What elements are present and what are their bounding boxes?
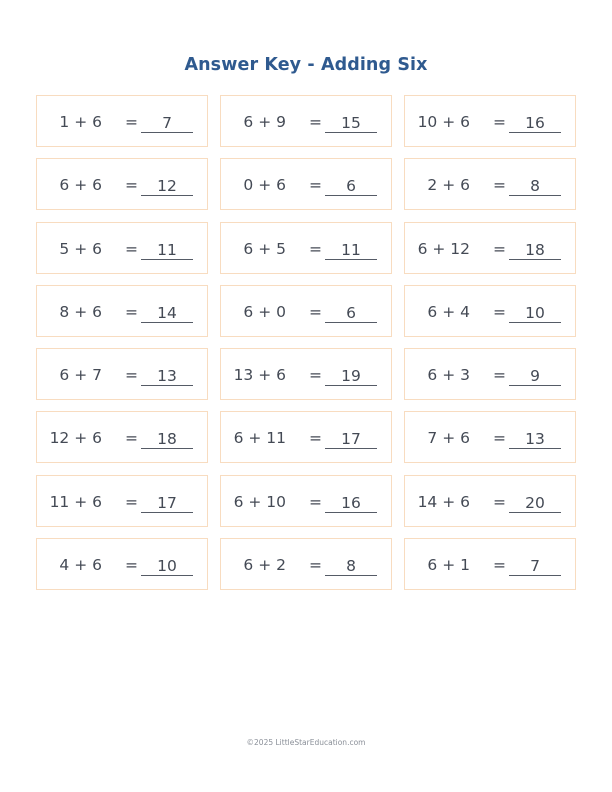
problem-expression: 14 + 6 (417, 492, 470, 511)
problem-cell (404, 348, 576, 400)
problem-expression: 6 + 0 (243, 302, 286, 321)
answer-blank: 20 (509, 495, 561, 513)
problem-expression: 0 + 6 (243, 176, 286, 195)
equals-sign: = (125, 492, 138, 511)
equals-sign: = (125, 176, 138, 195)
answer-blank: 17 (325, 431, 377, 449)
equals-sign: = (493, 556, 506, 575)
equals-sign: = (125, 366, 138, 385)
problem-expression: 6 + 11 (233, 429, 286, 448)
problem-cell (220, 222, 392, 274)
problem-cell (36, 348, 208, 400)
problem-expression: 6 + 12 (417, 239, 470, 258)
equals-sign: = (493, 113, 506, 131)
equals-sign: = (309, 556, 322, 575)
answer-blank: 13 (509, 431, 561, 449)
problem-cell (404, 538, 576, 590)
answer-blank: 6 (325, 305, 377, 323)
page-title: Answer Key - Adding Six (184, 55, 428, 75)
problem-cell (220, 411, 392, 463)
equals-sign: = (309, 239, 322, 258)
problem-expression: 1 + 6 (59, 113, 102, 131)
problem-cell (36, 538, 208, 590)
problem-expression: 6 + 4 (427, 302, 470, 321)
answer-blank: 10 (509, 305, 561, 323)
problem-expression: 6 + 9 (243, 113, 286, 131)
equals-sign: = (125, 113, 138, 131)
problem-cell (404, 411, 576, 463)
equals-sign: = (309, 429, 322, 448)
problem-cell (404, 475, 576, 527)
problem-grid (36, 95, 576, 590)
answer-blank: 11 (325, 242, 377, 260)
answer-blank: 7 (141, 115, 193, 133)
equals-sign: = (309, 176, 322, 195)
problem-cell (404, 222, 576, 274)
equals-sign: = (125, 429, 138, 448)
answer-blank: 19 (325, 368, 377, 386)
problem-expression: 7 + 6 (427, 429, 470, 448)
problem-cell (220, 538, 392, 590)
copyright-footer: ©2025 LittleStarEducation.com (246, 738, 366, 747)
equals-sign: = (309, 492, 322, 511)
equals-sign: = (493, 429, 506, 448)
equals-sign: = (493, 176, 506, 195)
equals-sign: = (309, 366, 322, 385)
problem-cell (220, 158, 392, 210)
problem-expression: 6 + 2 (243, 556, 286, 575)
problem-expression: 12 + 6 (49, 429, 102, 448)
answer-blank: 8 (325, 558, 377, 576)
problem-cell (220, 348, 392, 400)
problem-expression: 6 + 5 (243, 239, 286, 258)
answer-blank: 17 (141, 495, 193, 513)
problem-cell (404, 95, 576, 147)
answer-blank: 10 (141, 558, 193, 576)
answer-blank: 15 (325, 115, 377, 133)
problem-cell (220, 475, 392, 527)
equals-sign: = (493, 239, 506, 258)
problem-cell (36, 222, 208, 274)
answer-blank: 18 (509, 242, 561, 260)
problem-cell (220, 95, 392, 147)
problem-expression: 13 + 6 (233, 366, 286, 385)
problem-cell (36, 475, 208, 527)
equals-sign: = (125, 556, 138, 575)
equals-sign: = (493, 366, 506, 385)
problem-expression: 5 + 6 (59, 239, 102, 258)
equals-sign: = (493, 302, 506, 321)
equals-sign: = (309, 302, 322, 321)
equals-sign: = (309, 113, 322, 131)
problem-cell (36, 158, 208, 210)
answer-blank: 16 (509, 115, 561, 133)
problem-expression: 2 + 6 (427, 176, 470, 195)
problem-expression: 6 + 1 (427, 556, 470, 575)
answer-blank: 9 (509, 368, 561, 386)
problem-cell (220, 285, 392, 337)
answer-blank: 8 (509, 178, 561, 196)
answer-blank: 16 (325, 495, 377, 513)
answer-blank: 11 (141, 242, 193, 260)
problem-expression: 8 + 6 (59, 302, 102, 321)
problem-expression: 6 + 6 (59, 176, 102, 195)
problem-expression: 6 + 10 (233, 492, 286, 511)
problem-expression: 11 + 6 (49, 492, 102, 511)
problem-expression: 10 + 6 (417, 113, 470, 131)
problem-expression: 6 + 7 (59, 366, 102, 385)
answer-blank: 12 (141, 178, 193, 196)
problem-cell (404, 285, 576, 337)
equals-sign: = (125, 239, 138, 258)
answer-blank: 6 (325, 178, 377, 196)
answer-blank: 7 (509, 558, 561, 576)
problem-expression: 6 + 3 (427, 366, 470, 385)
problem-expression: 4 + 6 (59, 556, 102, 575)
problem-cell (36, 285, 208, 337)
problem-cell (36, 95, 208, 147)
answer-blank: 18 (141, 431, 193, 449)
problem-cell (404, 158, 576, 210)
equals-sign: = (125, 302, 138, 321)
answer-blank: 13 (141, 368, 193, 386)
equals-sign: = (493, 492, 506, 511)
answer-blank: 14 (141, 305, 193, 323)
problem-cell (36, 411, 208, 463)
